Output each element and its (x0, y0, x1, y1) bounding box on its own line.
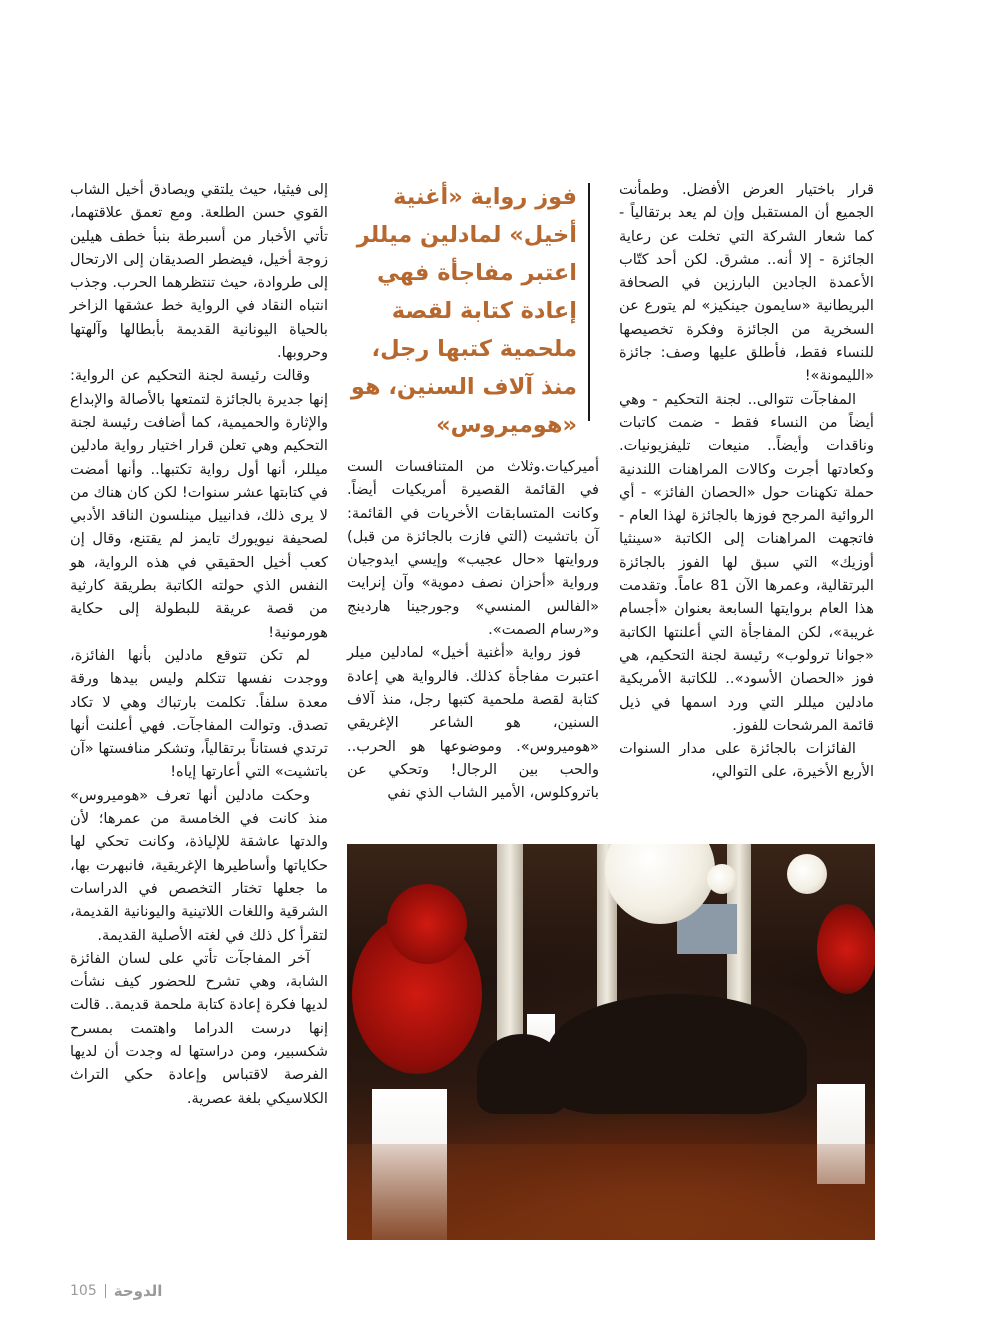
paragraph: أميركيات.وثلاث من المتنافسات الست في القائمة القصيرة أمريكيات أيضاً. وكانت المتسابقات الأخريات في القائمة: آن باتشيت (التي فازت بالجائزة من قبل) وروايتها «حال عجيب» وإيسي ايدوجيان ورواية «أحزان نصف دموية» وآن إنرايت «الفالس المنسي» وجورجينا هاردينج و«رسام الصمت». (347, 458, 599, 639)
pull-quote-rule (588, 183, 590, 421)
article-column-right (619, 178, 874, 784)
page-footer (70, 1280, 162, 1302)
photo-globe-lamp (707, 864, 737, 894)
page-number: 105 (70, 1283, 97, 1299)
photo-crowd (547, 994, 807, 1114)
photo-globe-lamp (787, 854, 827, 894)
photo-flowers (387, 884, 467, 964)
paragraph: المفاجآت تتوالى.. لجنة التحكيم - وهي أيضاً من النساء فقط - ضمت كاتبات وناقدات وأيضاً.. منيعات تليفزيونيات. وكعادتها أجرت وكالات المراهنات اللندنية حملة تكهنات حول «الحصان الفائز» - أي الروائية المرجح فوزها بالجائزة لهذا العام - فاتجهت المراهنات إلى الكاتبة «سينثيا أوزيك» التي سبق لها الفوز بالجائزة البرتقالية، وعمرها الآن 81 عاماً. وتقدمت هذا العام بروايتها السابعة بعنوان «أجسام غريبة»، لكن المفاجأة التي أعلنتها الكاتبة «جوانا ترولوب» رئيسة لجنة التحكيم، هي فوز «الحصان الأسود».. للكاتبة الأمريكية مادلين ميللر التي ورد اسمها في ذيل قائمة المرشحات للفوز. (619, 390, 874, 734)
paragraph: الفائزات بالجائزة على مدار السنوات الأربع الأخيرة، على التوالي، (619, 740, 874, 781)
pull-quote: فوز رواية «أغنية أخيل» لمادلين ميللر اعتبر مفاجأة فهي إعادة كتابة لقصة ملحمية كتبها رجل، منذ آلاف السنين، هو «هوميروس» (350, 184, 577, 438)
paragraph: وحكت مادلين أنها تعرف «هوميروس» منذ كانت في الخامسة من عمرها؛ لأن والدتها عاشقة للإلياذة، وكانت تحكي لها حكاياتها وأساطيرها الإغريقية، فانبهرت بها، ما جعلها تختار التخصص في الدراسات الشرقية واللغات اللاتينية واليونانية القديمة، لتقرأ كل ذلك في لغته الأصلية القديمة. (70, 786, 328, 944)
paragraph: إلى فيثيا، حيث يلتقي ويصادق أخيل الشاب القوي حسن الطلعة. ومع تعمق علاقتهما، تأتي الأخبار من أسبرطة بنبأ خطف هيلين زوجة أخيل، فيضطر الصديقان إلى الارتحال إلى طروادة، حيث تنتظرهما الحرب. وجذب انتباه النقاد في الرواية خط عشقها الزاخر بالحياة اليونانية القديمة بأبطالها وآلهتها وحروبها. (70, 181, 328, 362)
article-column-left (70, 178, 328, 1110)
paragraph: آخر المفاجآت تأتي على لسان الفائزة الشابة، وهي تشرح للحضور كيف نشأت لديها فكرة إعادة كتابة ملحمة قديمة.. قالت إنها درست الدراما واهتمت بمسرح شكسبير، ومن دراستها له وجدت أن لديها الفرصة لاقتباس وإعادة حكي التراث الكلاسيكي بلغة عصرية. (70, 949, 328, 1107)
paragraph: قرار باختيار العرض الأفضل. وطمأنت الجميع أن المستقبل وإن لم يعد برتقالياً - كما شعار الشركة التي تخلت عن رعاية الجائزة - إلا أنه.. مشرق. لكن أحد كتّاب الأعمدة الجادين البارزين في الصحافة البريطانية «سايمون جينكيز» لم يتورع عن السخرية من الجائزة وفكرة تخصيصها للنساء فقط، فأطلق عليها وصف: جائزة «الليمونة»! (619, 181, 874, 385)
paragraph: لم تكن تتوقع مادلين بأنها الفائزة، ووجدت نفسها تتكلم وليس بيدها ورقة معدة سلفاً. تكلمت بارتباك وهي لا تكاد تصدق. وتوالت المفاجآت. فهي أعلنت أنها ترتدي فستاناً برتقالياً، وتشكر منافستها «آن باتشيت» التي أعارتها إياه! (70, 646, 328, 781)
photo-crowd (477, 1034, 567, 1114)
photo-flowers (817, 904, 875, 994)
paragraph: وقالت رئيسة لجنة التحكيم عن الرواية: إنها جديرة بالجائزة لتمتعها بالأصالة والإبداع والإثارة والحميمية، كما أضافت رئيسة لجنة التحكيم وهي تعلن قرار اختيار رواية مادلين ميللر، أنها أول رواية تكتبها.. وأنها أمضت في كتابتها عشر سنوات! لكن كان هناك من لا يرى ذلك، فدانييل مينلسون الناقد الأدبي لصحيفة نيويورك تايمز لم يقتنع، وقال إن كعب أخيل الحقيقي في هذه الرواية، هو النفس الذي حولته الكاتبة بطريقة كارثية من قصة عريقة للبطولة إلى حكاية هورمونية! (70, 367, 328, 641)
paragraph: فوز رواية «أغنية أخيل» لمادلين ميلر اعتبرت مفاجأة كذلك. فالرواية هي إعادة كتابة لقصة ملحمية كتبها رجل، منذ آلاف السنين، هو الشاعر الإغريقي «هوميروس». وموضوعها هو الحرب.. والحب بين الرجال! وتحكي عن باتروكلوس، الأمير الشاب الذي نفي (347, 644, 599, 802)
article-column-middle (347, 455, 599, 804)
photo-floor (347, 1144, 875, 1240)
event-reception-photo (347, 844, 875, 1240)
magazine-logo: الدوحة (113, 1282, 163, 1300)
footer-divider (105, 1284, 106, 1298)
